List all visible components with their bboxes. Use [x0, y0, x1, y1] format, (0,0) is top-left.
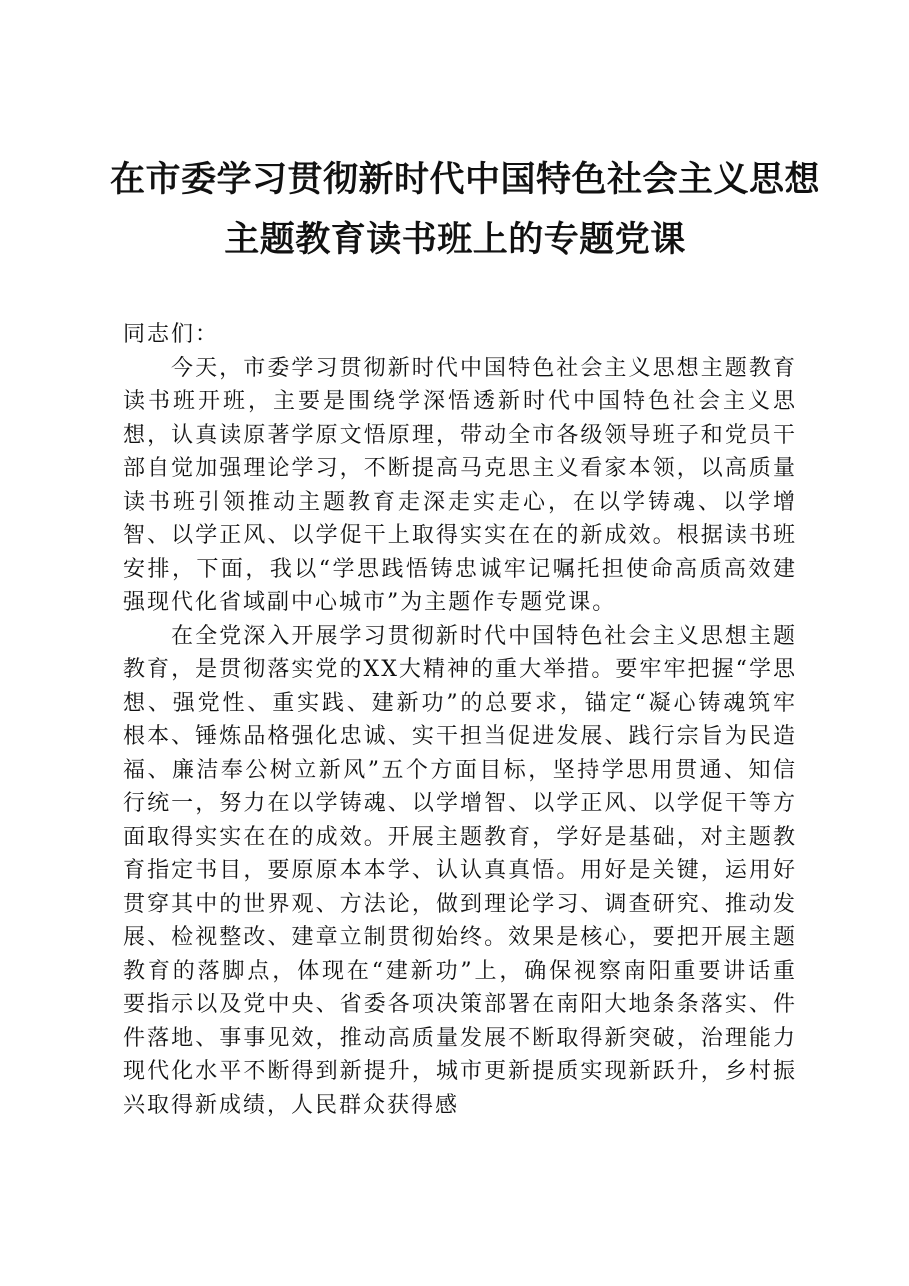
document-title	[110, 150, 821, 270]
paragraph-2: 在全党深入开展学习贯彻新时代中国特色社会主义思想主题教育，是贯彻落实党的XX大精神的重大举措。要牢牢把握“学思想、强党性、重实践、建新功”的总要求，锚定“凝心铸魂筑牢根本、锤炼品格强化忠诚、实干担当促进发展、践行宗旨为民造福、廉洁奉公树立新风”五个方面目标，坚持学思用贯通、知信行统一，努力在以学铸魂、以学增智、以学正风、以学促干等方面取得实实在在的成效。开展主题教育，学好是基础，对主题教育指定书目，要原原本本学、认认真真悟。用好是关键，运用好贯穿其中的世界观、方法论，做到理论学习、调查研究、推动发展、检视整改、建章立制贯彻始终。效果是核心，要把开展主题教育的落脚点，体现在“建新功”上，确保视察南阳重要讲话重要指示以及党中央、省委各项决策部署在南阳大地条条落实、件件落地、事事见效，推动高质量发展不断取得新突破，治理能力现代化水平不断得到新提升，城市更新提质实现新跃升，乡村振兴取得新成绩，人民群众获得感	[123, 623, 797, 1118]
document-body	[123, 318, 797, 1122]
title-line-1: 在市委学习贯彻新时代中国特色社会主义思想	[110, 159, 821, 200]
title-line-2: 主题教育读书班上的专题党课	[224, 219, 686, 260]
paragraph-1: 今天，市委学习贯彻新时代中国特色社会主义思想主题教育读书班开班，主要是围绕学深悟透新时代中国特色社会主义思想，认真读原著学原文悟原理，带动全市各级领导班子和党员干部自觉加强理论学习，不断提高马克思主义看家本领，以高质量读书班引领推动主题教育走深走实走心，在以学铸魂、以学增智、以学正风、以学促干上取得实实在在的新成效。根据读书班安排，下面，我以“学思践悟铸忠诚牢记嘱托担使命高质高效建强现代化省域副中心城市”为主题作专题党课。	[123, 355, 797, 615]
salutation: 同志们：	[123, 322, 220, 347]
